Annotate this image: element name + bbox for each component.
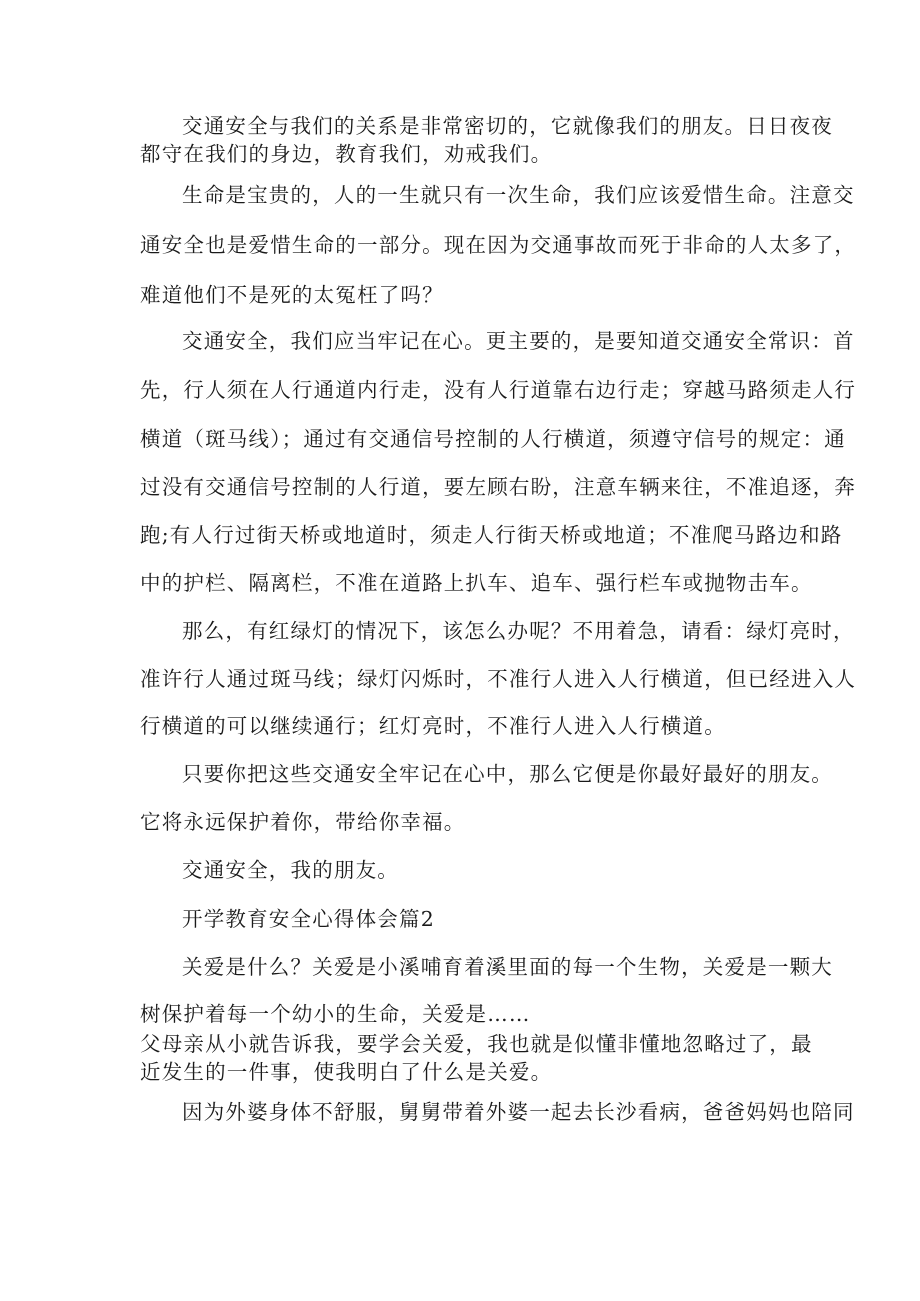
paragraph-2-line-2: 通安全也是爱惜生命的一部分。现在因为交通事故而死于非命的人太多了， [140, 233, 857, 257]
paragraph-4-line-2: 准许行人通过斑马线；绿灯闪烁时，不准行人进入人行横道，但已经进入人 [140, 667, 857, 691]
paragraph-3-line-4: 过没有交通信号控制的人行道，要左顾右盼，注意车辆来往，不准追逐，奔 [140, 475, 857, 499]
paragraph-5-line-1: 只要你把这些交通安全牢记在心中，那么它便是你最好最好的朋友。 [182, 762, 833, 786]
paragraph-4-line-1: 那么，有红绿灯的情况下，该怎么办呢？不用着急，请看：绿灯亮时， [182, 619, 855, 643]
paragraph-3-line-1: 交通安全，我们应当牢记在心。更主要的，是要知道交通安全常识：首 [182, 329, 855, 353]
paragraph-2-line-3: 难道他们不是死的太冤枉了吗？ [140, 283, 444, 307]
paragraph-4-line-3: 行横道的可以继续通行；红灯亮时，不准行人进入人行横道。 [140, 714, 726, 738]
section-heading: 开学教育安全心得体会篇2 [182, 907, 435, 931]
paragraph-5-line-2: 它将永远保护着你，带给你幸福。 [140, 810, 466, 834]
paragraph-3-line-3: 横道（斑马线）；通过有交通信号控制的人行横道，须遵守信号的规定：通 [140, 427, 846, 451]
paragraph-2-line-1: 生命是宝贵的，人的一生就只有一次生命，我们应该爱惜生命。注意交 [182, 183, 855, 207]
paragraph-1-line-1: 交通安全与我们的关系是非常密切的，它就像我们的朋友。日日夜夜 [182, 114, 833, 138]
paragraph-9-line-2: 近发生的一件事，使我明白了什么是关爱。 [140, 1060, 553, 1084]
paragraph-10-line-1: 因为外婆身体不舒服，舅舅带着外婆一起去长沙看病，爸爸妈妈也陪同 [182, 1100, 855, 1124]
paragraph-3-line-6: 中的护栏、隔离栏，不准在道路上扒车、追车、强行栏车或抛物击车。 [140, 571, 813, 595]
paragraph-6-line-1: 交通安全，我的朋友。 [182, 858, 399, 882]
paragraph-8-line-2: 树保护着每一个幼小的生命，关爱是…… [140, 1002, 531, 1026]
paragraph-1-line-2: 都守在我们的身边，教育我们，劝戒我们。 [140, 142, 553, 166]
paragraph-3-line-2: 先，行人须在人行通道内行走，没有人行道靠右边行走；穿越马路须走人行 [140, 378, 857, 402]
paragraph-8-line-1: 关爱是什么？关爱是小溪哺育着溪里面的每一个生物，关爱是一颗大 [182, 955, 833, 979]
paragraph-9-line-1: 父母亲从小就告诉我，要学会关爱，我也就是似懂非懂地忽略过了，最 [140, 1032, 813, 1056]
paragraph-3-line-5: 跑;有人行过街天桥或地道时，须走人行街天桥或地道；不准爬马路边和路 [140, 523, 843, 547]
